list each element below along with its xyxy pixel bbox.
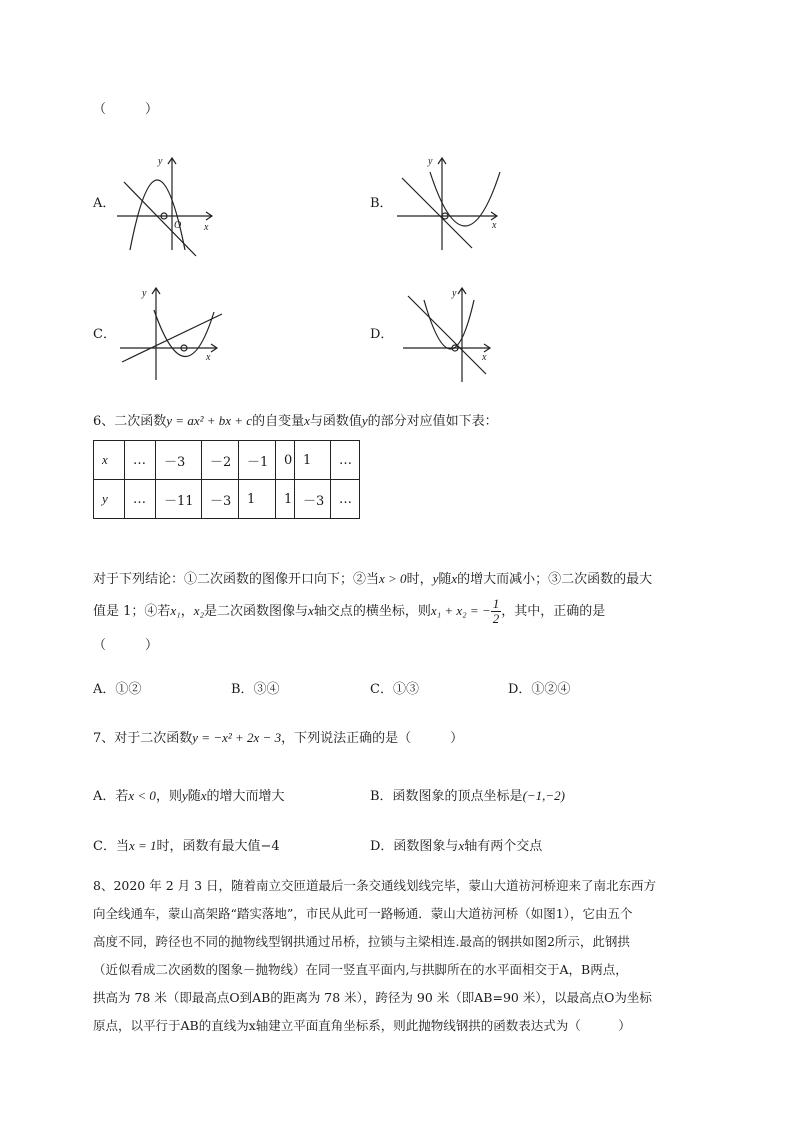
table-row-x: [94, 441, 360, 480]
q5-option-a-label[interactable]: A．: [93, 196, 116, 211]
q7-option-c[interactable]: [93, 835, 280, 854]
math: x = 1: [128, 838, 157, 853]
q8-line: 原点，以平行于AB的直线为x轴建立平面直角坐标系，则此抛物线钢拱的函数表达式为（ ）: [93, 1018, 631, 1033]
q8-line: 向全线通车，蒙山高架路“踏实落地”，市民从此可一路畅通．蒙山大道祊河桥（如图1），它由五个: [93, 906, 633, 921]
text: 随: [187, 789, 201, 804]
y-axis-label: y: [142, 288, 147, 299]
q8-line: （近似看成二次函数的图象－抛物线）在同一竖直平面内,与拱脚所在的水平面相交于A，B两点，: [93, 962, 628, 977]
q6-answer-paren: （ ）: [93, 638, 159, 653]
text: C．当: [93, 839, 129, 854]
math: x: [200, 788, 207, 803]
fraction: [491, 597, 502, 626]
q7-option-d[interactable]: [370, 835, 542, 854]
text: 是二次函数图像与: [204, 604, 309, 619]
text: 对于下列结论：①二次函数的图像开口向下；②当: [93, 572, 380, 587]
text: 随: [438, 572, 452, 587]
math: y: [181, 788, 188, 803]
q7-stem: [93, 727, 463, 746]
table-row-y: [94, 480, 360, 519]
fraction-numerator: 1: [492, 596, 500, 611]
table-cell: …: [125, 480, 156, 519]
x-axis-label: x: [492, 220, 497, 231]
math: x₁ + x₂ = −: [430, 603, 491, 618]
math: x₂: [193, 603, 205, 618]
straight-line: [408, 296, 486, 374]
text: 7、对于二次函数: [93, 731, 193, 746]
straight-line: [402, 178, 472, 248]
table-cell: －3: [202, 480, 239, 519]
table-cell: …: [331, 480, 360, 519]
text: A．若: [93, 789, 129, 804]
q8-paragraph: [93, 872, 723, 1040]
q6-prefix: 6、二次函数: [93, 414, 167, 429]
math: x: [308, 603, 314, 618]
text: ，下列说法正确的是（ ）: [281, 731, 464, 746]
table-cell: …: [331, 441, 360, 480]
math: x: [451, 571, 458, 586]
q5-option-b-label[interactable]: B．: [370, 196, 393, 211]
x-axis-label: x: [206, 352, 211, 363]
straight-line: [124, 182, 196, 256]
text: D．函数图象与: [370, 839, 459, 854]
text: 时，函数有最大值−4: [156, 839, 280, 854]
text: 轴交点的横坐标，则: [313, 604, 431, 619]
math: y: [432, 571, 439, 586]
q6-var-y: y: [361, 413, 368, 428]
q6-option-b[interactable]: B．③④: [231, 682, 280, 697]
q5-option-d-label[interactable]: D．: [370, 327, 394, 342]
table-cell: －3: [295, 480, 331, 519]
text: 的增大而增大: [206, 789, 285, 804]
parabola-curve: [154, 310, 214, 357]
y-axis-label: y: [158, 156, 163, 167]
table-cell: －1: [239, 441, 276, 480]
q8-line: 高度不同，跨径也不同的抛物线型钢拱通过吊桥，拉锁与主梁相连.最高的钢拱如图2所示，此钢拱: [93, 934, 630, 949]
y-axis-label: y: [428, 156, 433, 167]
x-axis-label: x: [204, 222, 209, 233]
math: y = −x² + 2x − 3: [192, 730, 282, 745]
q6-statement-line2: [93, 597, 605, 626]
q6-mid2: 与函数值: [309, 414, 362, 429]
q6-option-d[interactable]: D．①②④: [508, 682, 571, 697]
table-cell: x: [94, 441, 125, 480]
origin-label: O: [174, 220, 182, 231]
q5-answer-paren: （ ）: [93, 102, 159, 117]
parabola-curve: [130, 180, 185, 250]
q6-var-x: x: [304, 413, 310, 428]
q8-line: 8、2020 年 2 月 3 日，随着南立交匝道最后一条交通线划线完毕，蒙山大道祊河桥迎来了南北东西方: [93, 878, 657, 893]
table-cell: y: [94, 480, 125, 519]
table-cell: －11: [156, 480, 202, 519]
parabola-curve: [430, 172, 500, 226]
text: 的增大而减小；③二次函数的最大: [457, 572, 653, 587]
math: x < 0: [128, 788, 156, 803]
table-cell: 1: [295, 441, 331, 480]
parabola-curve: [424, 300, 474, 349]
q5-option-b-graph: [392, 150, 507, 255]
y-axis-label: y: [452, 288, 457, 299]
q6-option-a[interactable]: A．①②: [93, 682, 142, 697]
q6-suffix: 的部分对应值如下表：: [367, 414, 498, 429]
q7-option-b[interactable]: [370, 785, 565, 804]
text: 时，: [406, 572, 433, 587]
q8-line: 拱高为 78 米（即最高点O到AB的距离为 78 米），跨径为 90 米（即AB=90 米），以最高点O为坐标: [93, 990, 652, 1005]
q7-option-a[interactable]: [93, 785, 285, 804]
math: x > 0: [379, 571, 407, 586]
table-cell: －3: [156, 441, 202, 480]
q6-option-c[interactable]: C．①③: [370, 682, 419, 697]
q5-option-a-graph: [112, 150, 222, 255]
text: ，则: [155, 789, 182, 804]
table-cell: 0: [276, 441, 295, 480]
text: 轴有两个交点: [464, 839, 543, 854]
math: (−1,−2): [522, 788, 566, 803]
q6-value-table: [93, 440, 360, 519]
table-cell: 1: [276, 480, 295, 519]
table-cell: …: [125, 441, 156, 480]
q5-option-d-graph: [398, 282, 498, 387]
q6-statement-line1: [93, 568, 652, 587]
table-cell: 1: [239, 480, 276, 519]
math: x₁: [170, 603, 181, 618]
table-cell: －2: [202, 441, 239, 480]
text: B．函数图象的顶点坐标是: [370, 789, 523, 804]
text: ，: [180, 604, 194, 619]
q6-formula: y = ax² + bx + c: [166, 413, 253, 428]
x-axis-label: x: [482, 352, 487, 363]
text: ，其中，正确的是: [501, 604, 606, 619]
fraction-denominator: 2: [492, 611, 500, 626]
math: x: [458, 838, 465, 853]
text: 值是 1；④若: [93, 604, 171, 619]
q5-option-c-label[interactable]: C．: [93, 327, 116, 342]
q6-stem: [93, 410, 498, 429]
q6-mid1: 的自变量: [252, 414, 305, 429]
q5-option-c-graph: [112, 282, 227, 387]
